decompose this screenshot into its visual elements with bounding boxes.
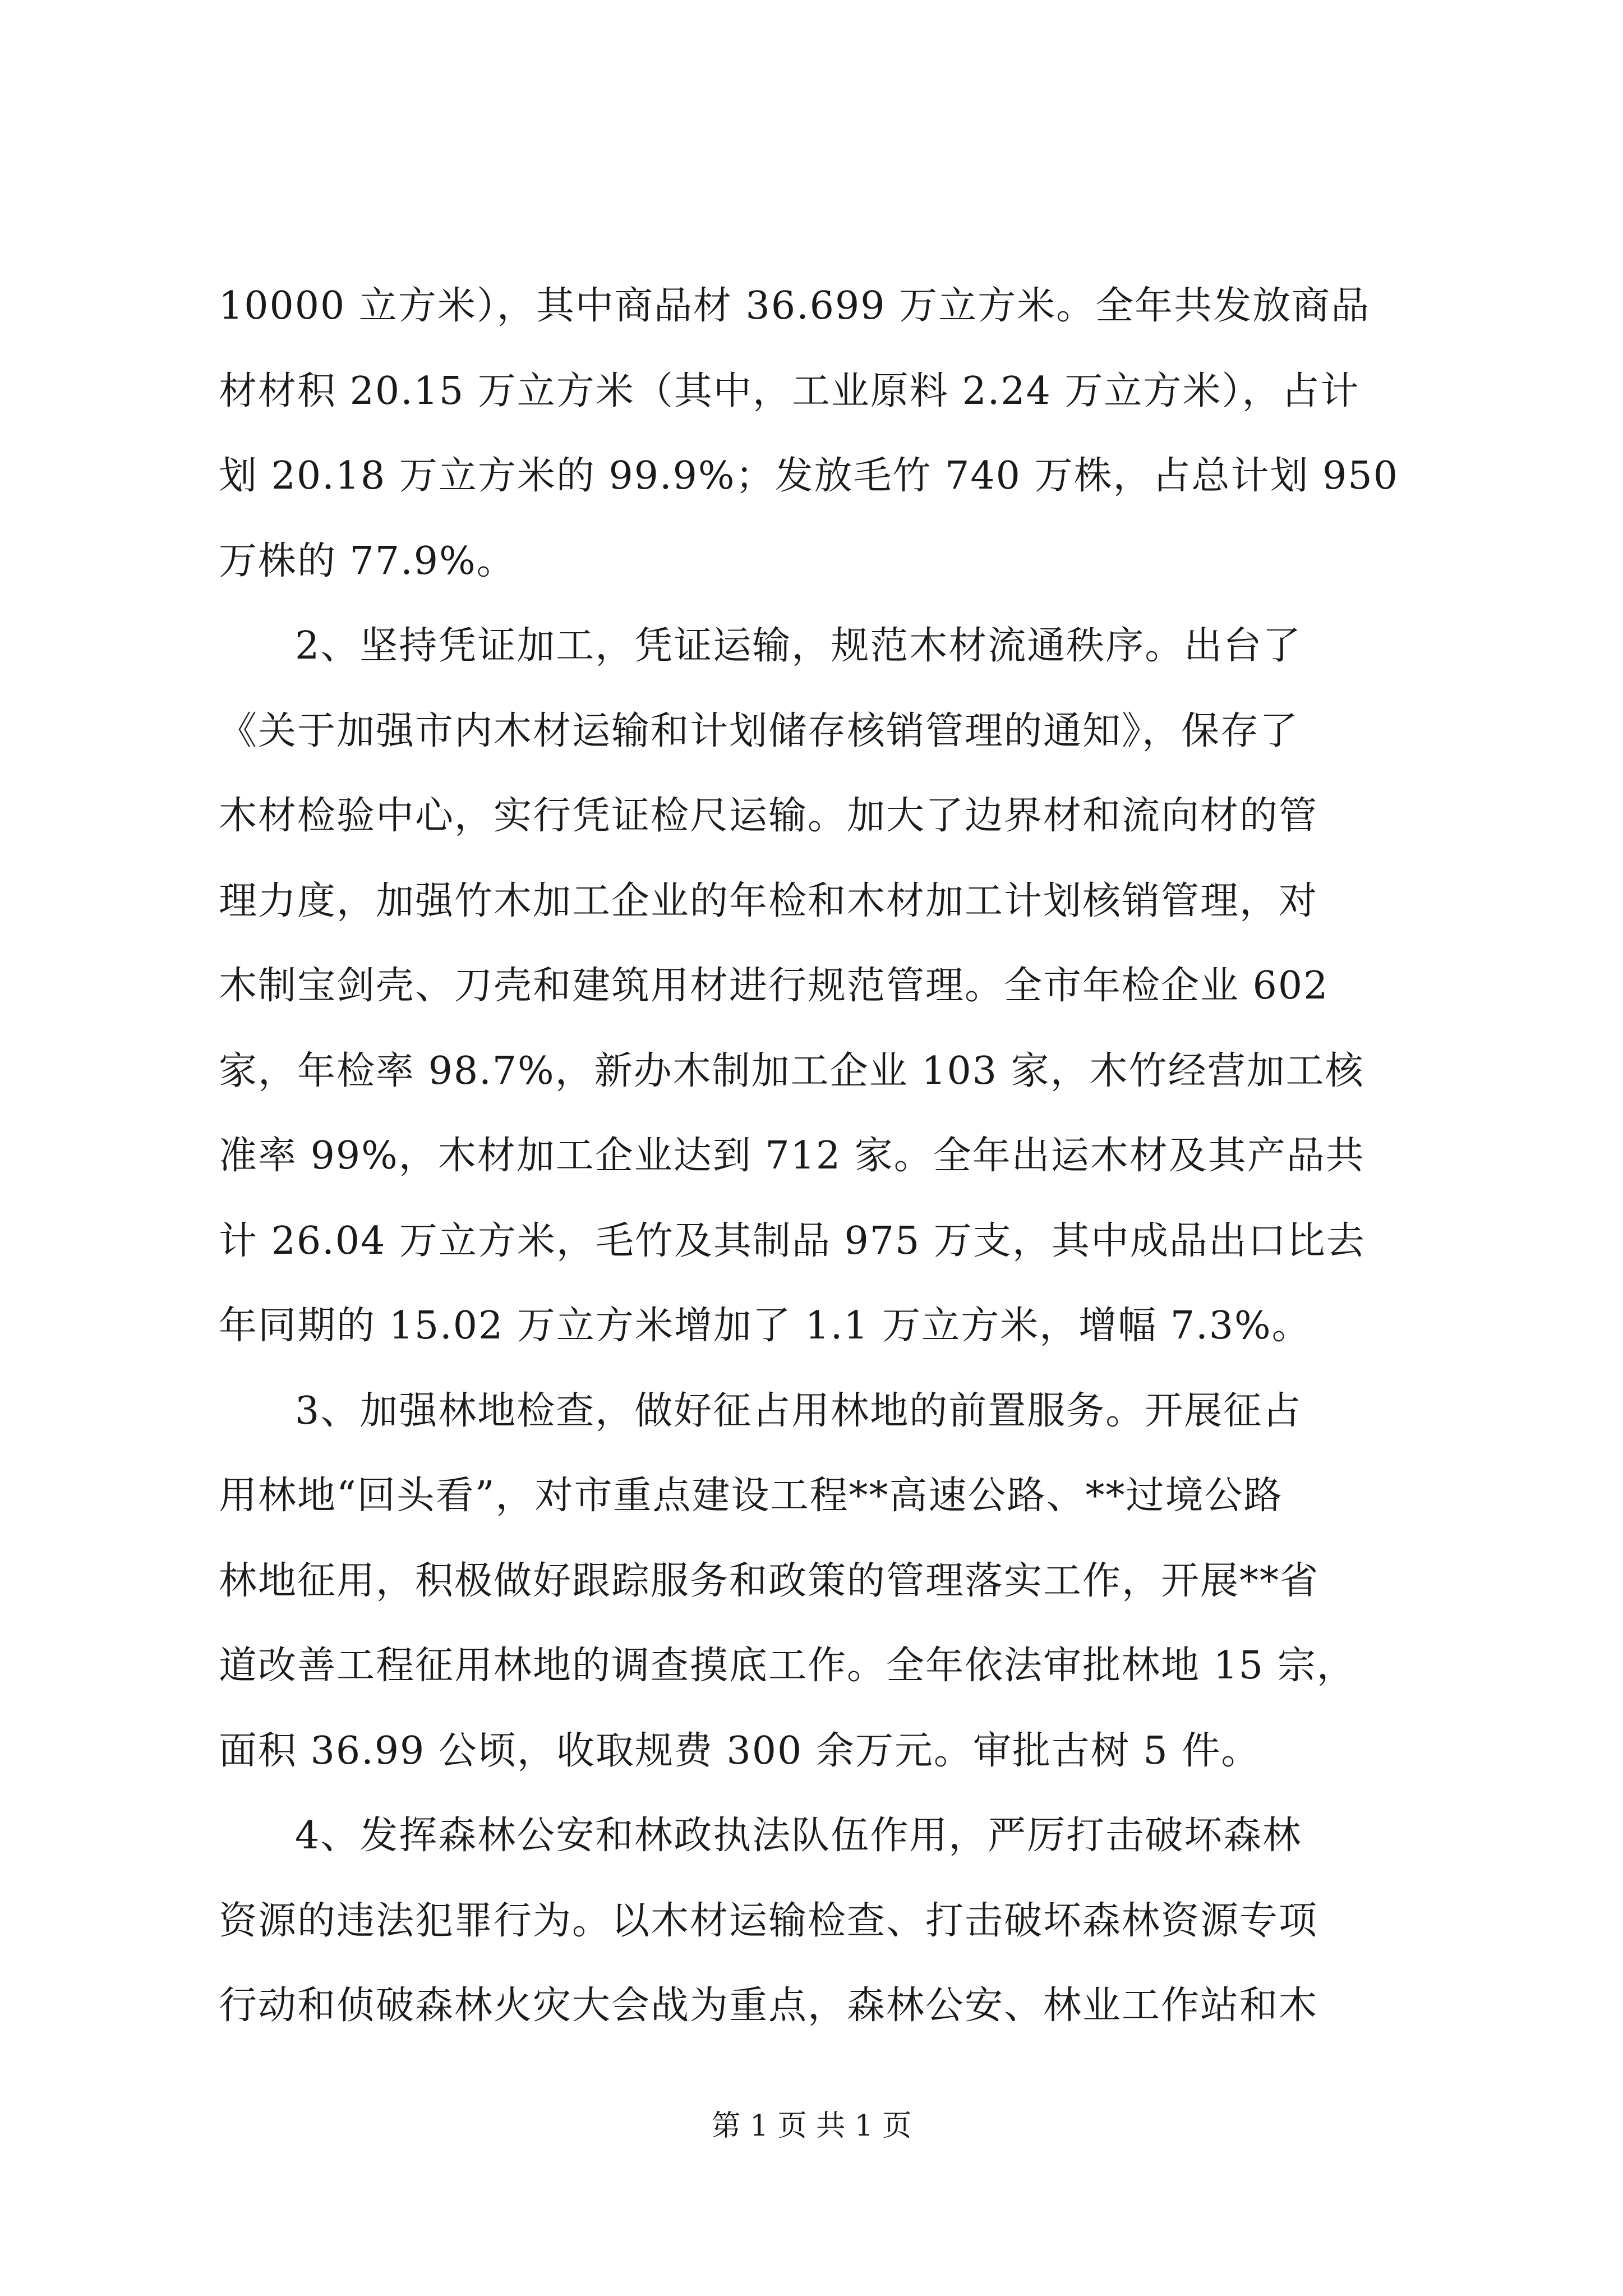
text-line: 万株的 77.9%。: [219, 539, 516, 583]
text-line: 计 26.04 万立方米，毛竹及其制品 975 万支，其中成品出口比去: [219, 1218, 1366, 1263]
text-line: 材材积 20.15 万立方米（其中，工业原料 2.24 万立方米），占计: [219, 369, 1360, 413]
page-footer: 第 1 页 共 1 页: [711, 2109, 912, 2143]
text-line: 行动和侦破森林火灾大会战为重点，森林公安、林业工作站和木: [219, 1984, 1318, 2028]
text-line: 资源的违法犯罪行为。以木材运输检查、打击破坏森林资源专项: [219, 1898, 1318, 1943]
text-line: 面积 36.99 公顷，收取规费 300 余万元。审批古树 5 件。: [219, 1728, 1261, 1773]
text-line: 家，年检率 98.7%，新办木制加工企业 103 家，木竹经营加工核: [219, 1048, 1364, 1093]
text-line: 理力度，加强竹木加工企业的年检和木材加工计划核销管理，对: [219, 878, 1318, 923]
text-line: 准率 99%，木材加工企业达到 712 家。全年出运木材及其产品共: [219, 1134, 1365, 1178]
paragraph-first-line: 4、发挥森林公安和林政执法队伍作用，严厉打击破坏森林: [295, 1814, 1302, 1858]
text-line: 林地征用，积极做好跟踪服务和政策的管理落实工作，开展**省: [219, 1558, 1320, 1603]
paragraph-first-line: 3、加强林地检查，做好征占用林地的前置服务。开展征占: [295, 1388, 1302, 1433]
body-text: [219, 264, 1419, 2049]
text-line: 木制宝剑壳、刀壳和建筑用材进行规范管理。全市年检企业 602: [219, 964, 1329, 1008]
text-line: 道改善工程征用林地的调查摸底工作。全年依法审批林地 15 宗，: [219, 1644, 1356, 1688]
text-line: 年同期的 15.02 万立方米增加了 1.1 万立方米，增幅 7.3%。: [219, 1304, 1311, 1348]
text-line: 木材检验中心，实行凭证检尺运输。加大了边界材和流向材的管: [219, 794, 1318, 838]
text-line: 划 20.18 万立方米的 99.9%；发放毛竹 740 万株，占总计划 950: [219, 454, 1399, 498]
text-line: 10000 立方米），其中商品材 36.699 万立方米。全年共发放商品: [219, 284, 1371, 328]
text-line: 《关于加强市内木材运输和计划储存核销管理的通知》，保存了: [219, 708, 1299, 753]
paragraph-first-line: 2、坚持凭证加工，凭证运输，规范木材流通秩序。出台了: [295, 624, 1302, 668]
text-line: 用林地“回头看”，对市重点建设工程**高速公路、**过境公路: [219, 1474, 1283, 1518]
